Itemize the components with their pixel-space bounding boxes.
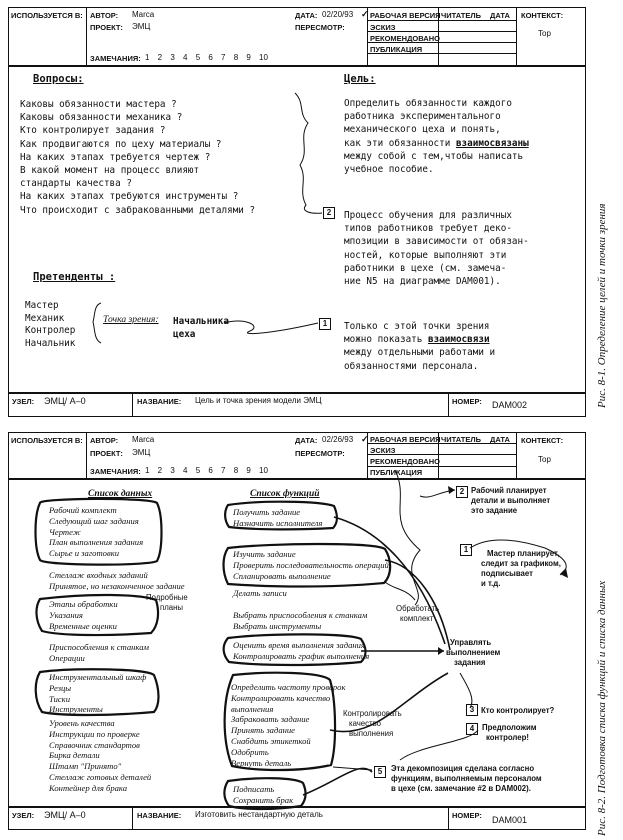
note-line: Эта декомпозиция сделана согласно: [391, 764, 535, 773]
reader-label: ЧИТАТЕЛЬ: [441, 11, 482, 20]
function-item: Подписать: [233, 784, 275, 794]
function-group-outline: [224, 544, 391, 587]
status-working: РАБОЧАЯ ВЕРСИЯ: [370, 11, 441, 20]
function-group-outline: [224, 778, 305, 809]
label-line: Обработать: [396, 604, 440, 613]
question-item: Каковы обязанности механика ?: [20, 112, 183, 124]
data-item: Временные оценки: [49, 620, 117, 631]
diagram-number: DAM001: [492, 815, 528, 825]
label-line: Управлять: [450, 638, 492, 647]
data-item: Приспособления к станкам: [49, 642, 150, 652]
note-number-1: 1: [460, 544, 472, 556]
used-in-label: ИСПОЛЬЗУЕТСЯ В:: [11, 11, 83, 20]
node-value: ЭМЦ/ А–0: [44, 396, 86, 406]
connector-line: [385, 560, 450, 650]
note-line: это задание: [471, 506, 518, 515]
goal-line: работника экспериментального: [344, 111, 501, 123]
candidate-item: Механик: [25, 312, 65, 324]
question-item: Каковы обязанности мастера ?: [20, 99, 177, 110]
data-item: Следующий шаг задания: [49, 515, 139, 526]
check-mark: ✓: [361, 9, 369, 19]
diagram-number: DAM002: [492, 400, 528, 410]
candidates-title: Претенденты :: [33, 271, 116, 283]
reader-label: ЧИТАТЕЛЬ: [441, 435, 482, 444]
function-group-outline: [224, 634, 366, 665]
note-line: работники в цехе (см. замеча-: [344, 262, 507, 274]
data-item: Этапы обработки: [49, 599, 118, 609]
context-value: Top: [538, 455, 551, 464]
connector-line: [334, 517, 445, 644]
project-value: ЭМЦ: [132, 448, 151, 457]
note-line: в цехе (см. замечание #2 в DAM002).: [391, 784, 531, 793]
goal-line: учебное пособие.: [344, 164, 434, 176]
note-line: Предположим: [482, 723, 537, 732]
note-leader: [400, 730, 478, 760]
function-list-title: Список функций: [250, 489, 320, 499]
date-value: 02/20/93: [322, 10, 354, 19]
data-item: Тиски: [49, 693, 71, 704]
connector-line: [330, 673, 448, 732]
question-item: стандарты качества ?: [20, 178, 132, 190]
data-item: Инструменты: [49, 704, 103, 715]
check-mark: ✓: [361, 434, 369, 444]
function-item: Принять задание: [231, 725, 295, 736]
data-list-title: Список данных: [88, 489, 153, 499]
function-group-outline: [225, 502, 337, 530]
detail-plans-line: Подробные: [146, 593, 188, 602]
date-value: 02/26/93: [322, 435, 354, 444]
note-line: следит за графиком,: [481, 559, 561, 568]
function-item: Изучить задание: [233, 549, 296, 559]
author-label: АВТОР:: [90, 11, 119, 20]
number-label: НОМЕР:: [452, 397, 482, 406]
data-item: Справочник стандартов: [49, 739, 140, 750]
divider: [132, 806, 133, 830]
context-label: КОНТЕКСТ:: [521, 11, 564, 20]
function-item: Выбрать инструменты: [233, 620, 322, 631]
goal-title: Цель:: [344, 73, 376, 85]
project-label: ПРОЕКТ:: [90, 449, 123, 458]
divider: [448, 806, 449, 830]
function-item: Проверить последовательность операций: [233, 559, 389, 570]
label-line: Контролировать: [343, 709, 402, 718]
status-sketch: ЭСКИЗ: [370, 446, 396, 455]
function-item: Контролировать качество: [231, 692, 331, 703]
arrowhead: [560, 568, 568, 578]
label-line: комплект: [400, 614, 434, 623]
data-item: Инструкции по проверке: [49, 728, 140, 739]
figure-caption-2: Рис. 8-2. Подготовка списка функций и списка данных: [596, 580, 608, 836]
data-group-outline: [36, 595, 158, 635]
candidate-item: Мастер: [25, 300, 59, 311]
project-value: ЭМЦ: [132, 22, 151, 31]
function-item: Забраковать задание: [231, 714, 310, 725]
divider: [8, 806, 586, 808]
label-line: качество: [349, 719, 382, 728]
node-label: УЗЕЛ:: [12, 397, 35, 406]
note-3-text: Кто контролирует?: [481, 706, 555, 715]
date-label: ДАТА:: [295, 436, 318, 445]
question-item: Кто контролирует задания ?: [20, 125, 166, 137]
note-line: Мастер планирует,: [487, 549, 560, 558]
viewpoint-line: цеха: [173, 329, 196, 341]
data-item: План выполнения задания: [49, 537, 144, 548]
detail-plans-line: планы: [160, 603, 184, 612]
status-sketch: ЭСКИЗ: [370, 23, 396, 32]
candidate-item: Контролер: [25, 325, 76, 336]
label-line: выполнения: [349, 729, 394, 738]
note-leader: [460, 673, 472, 708]
goal-line: механического цеха и понять,: [344, 124, 501, 136]
note-line: между отдельными работами и: [344, 347, 496, 359]
author-value: Marca: [132, 435, 155, 444]
data-item: Рабочий комплект: [49, 505, 117, 515]
note-line: и т.д.: [481, 579, 501, 588]
data-item: Стеллаж входных заданий: [49, 570, 148, 580]
question-item: На каких этапах требуется чертеж ?: [20, 151, 211, 163]
viewpoint-line: Начальника: [173, 316, 229, 327]
note-line: Рабочий планирует: [471, 486, 547, 495]
goal-line: между собой с тем,чтобы написать: [344, 150, 524, 162]
arrowhead: [448, 486, 455, 494]
note-leader: [395, 470, 420, 605]
data-item: Указания: [49, 609, 83, 620]
label-line: задания: [454, 658, 486, 667]
note-line: Только с этой точки зрения: [344, 321, 490, 332]
note-line: ние N5 на диаграмме DAM001).: [344, 276, 501, 288]
date-label: ДАТА:: [295, 11, 318, 20]
function-item: Снабдить этикеткой: [231, 735, 311, 746]
status-recommended: РЕКОМЕНДОВАНО: [370, 34, 440, 43]
data-group-outline: [36, 499, 162, 565]
revision-label: ПЕРЕСМОТР:: [295, 23, 345, 32]
context-value: Top: [538, 29, 551, 38]
function-item: Назначить исполнителя: [233, 517, 323, 528]
viewpoint-label: Точка зрения:: [103, 314, 159, 325]
note-line: типов работников требует деко-: [344, 223, 512, 235]
function-item: Сохранить брак: [233, 794, 294, 805]
name-label: НАЗВАНИЕ:: [137, 811, 182, 820]
context-label: КОНТЕКСТ:: [521, 436, 564, 445]
notes-label: ЗАМЕЧАНИЯ:: [90, 467, 141, 476]
function-item: Одобрить: [231, 746, 269, 757]
notes-numbers: 1 2 3 4 5 6 7 8 9 10: [145, 466, 268, 475]
question-item: На каких этапах требуются инструменты ?: [20, 191, 239, 203]
figure-caption-1: Рис. 8-1. Определение целей и точки зрения: [596, 203, 608, 408]
note-line: контролер!: [486, 733, 529, 742]
node-value: ЭМЦ/ А–0: [44, 810, 86, 820]
note-number-2: 2: [323, 207, 335, 219]
data-item: Бирка детали: [49, 750, 100, 761]
goal-line: как эти обязанности взаимосвязаны: [344, 137, 529, 149]
notes-label: ЗАМЕЧАНИЯ:: [90, 54, 141, 63]
data-group-outline: [36, 669, 159, 715]
function-item: Контролировать график выполнения: [233, 650, 370, 661]
goal-line: Определить обязанности каждого: [344, 98, 512, 109]
function-item: Определить частоту проверок: [231, 682, 346, 692]
note-number-2: 2: [456, 486, 468, 498]
data-item: Инструментальный шкаф: [49, 672, 147, 682]
data-item: Контейнер для брака: [49, 782, 128, 793]
function-item: Оценить время выполнения задания: [233, 640, 365, 650]
note-leader: [385, 582, 415, 600]
status-working: РАБОЧАЯ ВЕРСИЯ: [370, 435, 441, 444]
status-publication: ПУБЛИКАЦИЯ: [370, 468, 423, 477]
function-item: Выбрать приспособления к станкам: [233, 610, 368, 620]
diagram-title: Цель и точка зрения модели ЭМЦ: [195, 396, 322, 405]
function-item: Вернуть деталь: [231, 757, 292, 768]
arrowhead: [438, 647, 444, 655]
number-label: НОМЕР:: [452, 811, 482, 820]
diagram-title: Изготовить нестандартную деталь: [195, 810, 323, 819]
notes-numbers: 1 2 3 4 5 6 7 8 9 10: [145, 53, 268, 62]
note-line: обязанностями персонала.: [344, 360, 479, 372]
author-label: АВТОР:: [90, 436, 119, 445]
note-number-3: 3: [466, 704, 478, 716]
note-line: Процесс обучения для различных: [344, 210, 512, 221]
data-item: Операции: [49, 652, 85, 663]
note-leader: [470, 540, 566, 575]
note-number-1: 1: [319, 318, 331, 330]
question-item: Как продвигаются по цеху материалы ?: [20, 138, 222, 150]
note-line: ностей, которые выполняют эти: [344, 249, 507, 261]
function-item: Получить задание: [233, 507, 301, 517]
data-item: Чертеж: [49, 526, 81, 537]
data-item: Принятое, но незаконченное задание: [49, 580, 185, 591]
name-label: НАЗВАНИЕ:: [137, 397, 182, 406]
label-line: выполнением: [446, 648, 501, 657]
connector-line: [303, 768, 372, 795]
data-item: Штамп "Принято": [49, 761, 122, 772]
function-item: Делать записи: [233, 588, 287, 598]
note-line: можно показать взаимосвязи: [344, 334, 490, 346]
author-value: Marca: [132, 10, 155, 19]
data-item: Сырье и заготовки: [49, 548, 120, 559]
function-item: Спланировать выполнение: [233, 570, 331, 581]
node-label: УЗЕЛ:: [12, 811, 35, 820]
questions-title: Вопросы:: [33, 73, 84, 85]
goal-link: взаимосвязаны: [455, 137, 529, 149]
candidate-item: Начальник: [25, 337, 76, 349]
note-number-5: 5: [374, 766, 386, 778]
question-item: В какой момент на процесс влияют: [20, 165, 200, 177]
question-item: Что происходит с забракованными деталями ?: [20, 204, 256, 216]
function-item: выполнения: [231, 703, 274, 714]
status-publication: ПУБЛИКАЦИЯ: [370, 45, 423, 54]
function-group-outline: [225, 673, 335, 770]
note-number-4: 4: [466, 723, 478, 735]
data-item: Уровень качества: [49, 718, 115, 728]
revision-label: ПЕРЕСМОТР:: [295, 449, 345, 458]
note-line: мпозиции в зависимости от обязан-: [344, 236, 529, 248]
note-line: подписывает: [481, 569, 533, 578]
note-link: взаимосвязи: [427, 334, 490, 346]
note-line: функциям, выполняемым персоналом: [391, 774, 542, 783]
data-item: Стеллаж готовых деталей: [49, 771, 152, 782]
status-recommended: РЕКОМЕНДОВАНО: [370, 457, 440, 466]
reader-date-label: ДАТА: [490, 11, 510, 20]
note-line: детали и выполняет: [471, 496, 551, 505]
project-label: ПРОЕКТ:: [90, 23, 123, 32]
reader-date-label: ДАТА: [490, 435, 510, 444]
used-in-label: ИСПОЛЬЗУЕТСЯ В:: [11, 436, 83, 445]
data-item: Резцы: [49, 682, 72, 693]
